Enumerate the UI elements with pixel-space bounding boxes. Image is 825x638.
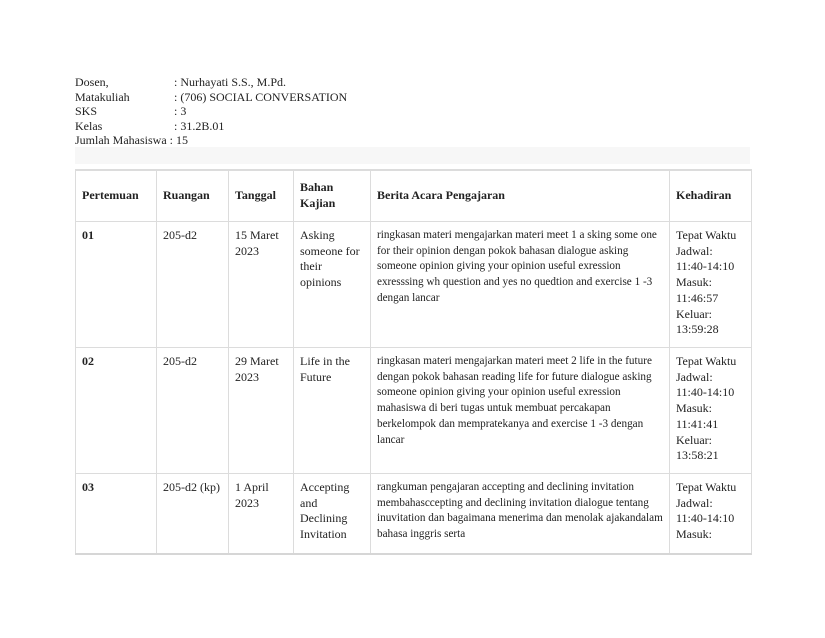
- kehadiran-keluar-label: Keluar:: [676, 306, 712, 321]
- col-header-bahan-kajian: [294, 170, 371, 222]
- bahan-cell: Life in the Future: [294, 348, 371, 474]
- separator-strip: [75, 147, 750, 164]
- bahan-cell: Asking someone for their opinions: [294, 222, 371, 348]
- dosen-label: Dosen,: [75, 75, 109, 89]
- ruangan-cell: 205-d2: [157, 348, 229, 474]
- bahan-cell: Accepting and Declining Invitation: [294, 474, 371, 554]
- berita-cell: rangkuman pengajaran accepting and declining invitation membahasccepting and declining invitation dialogue tentang inuvitation dan bagaimana menerima dan menolak ajakandalam bahasa inggris serta: [371, 474, 670, 554]
- col-header-ruangan: Ruangan: [157, 170, 229, 222]
- tanggal-cell: 1 April 2023: [229, 474, 294, 554]
- col-header-tanggal: Tanggal: [229, 170, 294, 222]
- kehadiran-masuk-label: Masuk:: [676, 401, 712, 416]
- berita-cell: ringkasan materi mengajarkan materi meet 2 life in the future dengan pokok bahasan reading life for future dialogue asking someone opinion giving your opinion useful exression mahasiswa di beri tugas untuk membuat percakapan berkelompok dan mempratekanya and exercise 1 -3 dengan lancar: [371, 348, 670, 474]
- col-header-kehadiran: Kehadiran: [670, 170, 752, 222]
- course-header: [75, 75, 347, 148]
- kehadiran-keluar-value: 13:59:28: [676, 322, 719, 337]
- sks-row: [75, 104, 347, 119]
- kehadiran-status: Tepat Waktu: [676, 480, 737, 494]
- kehadiran-cell: [670, 222, 752, 348]
- pertemuan-cell: 02: [76, 348, 157, 474]
- kehadiran-jadwal-value: 11:40-14:10: [676, 259, 735, 274]
- bahan-header-line1: Bahan: [300, 180, 334, 195]
- jumlah-value: : 15: [169, 133, 188, 147]
- bahan-header-line2: Kajian: [300, 196, 336, 210]
- kehadiran-jadwal-label: Jadwal:: [676, 369, 713, 384]
- kehadiran-jadwal-label: Jadwal:: [676, 495, 713, 510]
- ruangan-cell: 205-d2: [157, 222, 229, 348]
- tanggal-cell: 15 Maret 2023: [229, 222, 294, 348]
- matakuliah-label: Matakuliah: [75, 89, 130, 104]
- ruangan-cell: 205-d2 (kp): [157, 474, 229, 554]
- table-row: [76, 348, 752, 474]
- kelas-label: Kelas: [75, 118, 103, 133]
- matakuliah-row: [75, 90, 347, 105]
- kehadiran-masuk-value: 11:46:57: [676, 290, 719, 305]
- jumlah-label: Jumlah Mahasiswa: [75, 133, 167, 147]
- kelas-row: [75, 119, 347, 134]
- kehadiran-keluar-value: 13:58:21: [676, 448, 719, 463]
- sks-label: SKS: [75, 104, 98, 118]
- jumlah-row: [75, 133, 347, 148]
- tanggal-cell: 29 Maret 2023: [229, 348, 294, 474]
- kehadiran-keluar-label: Keluar:: [676, 432, 712, 447]
- kehadiran-jadwal-label: Jadwal:: [676, 243, 713, 258]
- dosen-row: [75, 75, 347, 90]
- sks-value: : 3: [174, 104, 187, 118]
- kehadiran-masuk-label: Masuk:: [676, 527, 712, 542]
- kehadiran-jadwal-value: 11:40-14:10: [676, 511, 735, 526]
- table-row: [76, 474, 752, 554]
- kehadiran-cell: [670, 474, 752, 554]
- table-row: [76, 222, 752, 348]
- kehadiran-cell: [670, 348, 752, 474]
- pertemuan-cell: 01: [76, 222, 157, 348]
- teaching-log-table: [75, 169, 752, 555]
- kehadiran-status: Tepat Waktu: [676, 228, 737, 242]
- kehadiran-masuk-value: 11:41:41: [676, 416, 719, 431]
- col-header-berita-acara: Berita Acara Pengajaran: [371, 170, 670, 222]
- table-header-row: [76, 170, 752, 222]
- col-header-pertemuan: Pertemuan: [76, 170, 157, 222]
- kehadiran-status: Tepat Waktu: [676, 354, 737, 368]
- pertemuan-cell: 03: [76, 474, 157, 554]
- matakuliah-value: : (706) SOCIAL CONVERSATION: [174, 89, 348, 104]
- dosen-value: : Nurhayati S.S., M.Pd.: [174, 75, 287, 89]
- kehadiran-jadwal-value: 11:40-14:10: [676, 385, 735, 400]
- kehadiran-masuk-label: Masuk:: [676, 275, 712, 290]
- berita-cell: ringkasan materi mengajarkan materi meet 1 a sking some one for their opinion dengan pokok bahasan dialogue asking someone opinion giving your opinion useful exression exresssing wh question and yes no quedtion and exercise 1 -3 dengan lancar: [371, 222, 670, 348]
- kelas-value: : 31.2B.01: [174, 118, 225, 133]
